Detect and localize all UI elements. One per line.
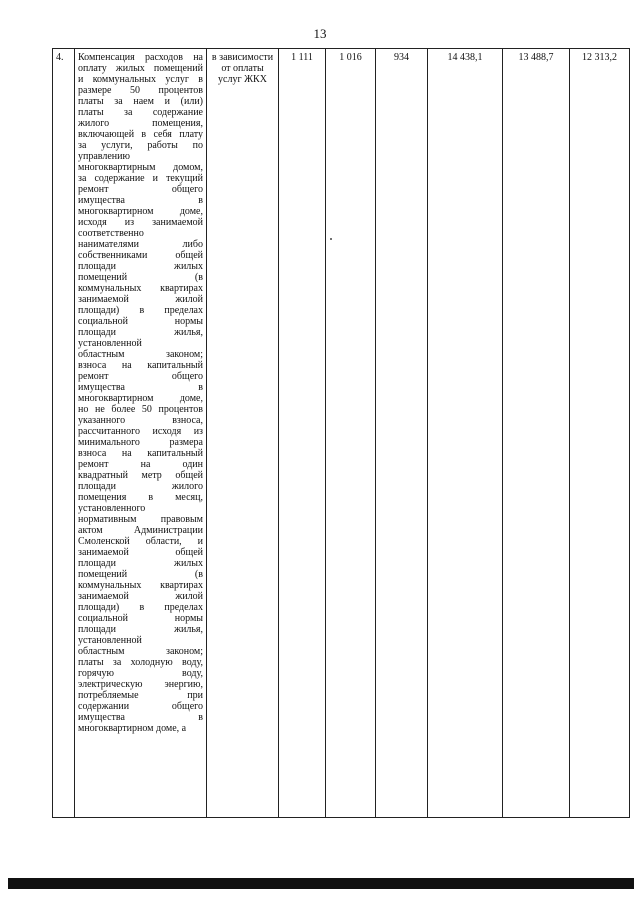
unit-text: в зависимости от оплаты услуг ЖКХ (211, 52, 274, 85)
value-3: 934 (394, 52, 409, 63)
description-line: областным законом; (78, 349, 203, 360)
description-line: оплату жилых помещений (78, 63, 203, 74)
description-line: ремонт общего (78, 371, 203, 382)
description-line: взноса на капитальный (78, 448, 203, 459)
description-line: Компенсация расходов на (78, 52, 203, 63)
description-line: помещений (в (78, 272, 203, 283)
description-line: и коммунальных услуг в (78, 74, 203, 85)
description-line: за содержание и текущий (78, 173, 203, 184)
bottom-border-bar (8, 878, 634, 889)
unit-cell (207, 49, 279, 818)
value-cell-3 (376, 49, 428, 818)
value-1: 1 111 (291, 52, 313, 63)
description-line: нормативным правовым (78, 514, 203, 525)
description-line: указанного взноса, (78, 415, 203, 426)
description-line: минимального размера (78, 437, 203, 448)
description-line: площади жилых (78, 261, 203, 272)
description-line: многоквартирном доме, (78, 393, 203, 404)
description-line: ремонт на один (78, 459, 203, 470)
description-line: имущества в (78, 712, 203, 723)
description-line: управлению (78, 151, 130, 162)
description-line: имущества в (78, 195, 203, 206)
description-line: взноса на капитальный (78, 360, 203, 371)
description-line: соответственно (78, 228, 144, 239)
description-line: платы за холодную воду, (78, 657, 203, 668)
description-line: собственниками общей (78, 250, 203, 261)
value-5: 13 488,7 (518, 52, 554, 63)
row-number-cell (53, 49, 75, 818)
description-line: социальной нормы (78, 613, 203, 624)
description-line: многоквартирным домом, (78, 162, 203, 173)
value-6: 12 313,2 (582, 52, 617, 63)
description-line: площади жилых (78, 558, 203, 569)
description-line: размере 50 процентов (78, 85, 203, 96)
value-cell-4 (428, 49, 503, 818)
description-line: помещений (в (78, 569, 203, 580)
description-line: установленного (78, 503, 146, 514)
description-line: содержании общего (78, 701, 203, 712)
description-text (78, 52, 203, 734)
data-table (52, 48, 630, 818)
description-line: исходя из занимаемой (78, 217, 203, 228)
description-line: помещения в месяц, (78, 492, 203, 503)
description-cell (75, 49, 207, 818)
description-line: площади) в пределах (78, 602, 203, 613)
description-line: квадратный метр общей (78, 470, 203, 481)
description-line: коммунальных квартирах (78, 580, 203, 591)
description-line: многоквартирном доме, а (78, 723, 187, 734)
page-number: 13 (313, 26, 327, 41)
description-line: социальной нормы (78, 316, 203, 327)
description-line: площади жилья, (78, 624, 203, 635)
description-line: потребляемые при (78, 690, 203, 701)
description-line: площади) в пределах (78, 305, 203, 316)
description-line: площади жилья, (78, 327, 203, 338)
scan-speck (330, 238, 332, 240)
description-line: областным законом; (78, 646, 203, 657)
description-line: занимаемой жилой (78, 294, 203, 305)
value-cell-2 (326, 49, 376, 818)
description-line: многоквартирном доме, (78, 206, 203, 217)
row-number: 4. (56, 52, 64, 63)
description-line: коммунальных квартирах (78, 283, 203, 294)
description-line: Смоленской области, и (78, 536, 203, 547)
description-line: но не более 50 процентов (78, 404, 203, 415)
description-line: платы за наем и (или) (78, 96, 203, 107)
description-line: горячую воду, (78, 668, 203, 679)
description-line: за услуги, работы по (78, 140, 203, 151)
description-line: нанимателями либо (78, 239, 203, 250)
description-line: установленной (78, 635, 142, 646)
value-4: 14 438,1 (447, 52, 483, 63)
description-line: имущества в (78, 382, 203, 393)
description-line: включающей в себя плату (78, 129, 203, 140)
description-line: площади жилого (78, 481, 203, 492)
table-row (53, 49, 630, 818)
description-line: занимаемой общей (78, 547, 203, 558)
description-line: актом Администрации (78, 525, 203, 536)
description-line: платы за содержание (78, 107, 203, 118)
value-cell-6 (570, 49, 630, 818)
description-line: занимаемой жилой (78, 591, 203, 602)
description-line: ремонт общего (78, 184, 203, 195)
value-cell-1 (279, 49, 326, 818)
description-line: электрическую энергию, (78, 679, 203, 690)
description-line: установленной (78, 338, 142, 349)
value-2: 1 016 (339, 52, 362, 63)
description-line: жилого помещения, (78, 118, 203, 129)
description-line: рассчитанного исходя из (78, 426, 203, 437)
value-cell-5 (503, 49, 570, 818)
